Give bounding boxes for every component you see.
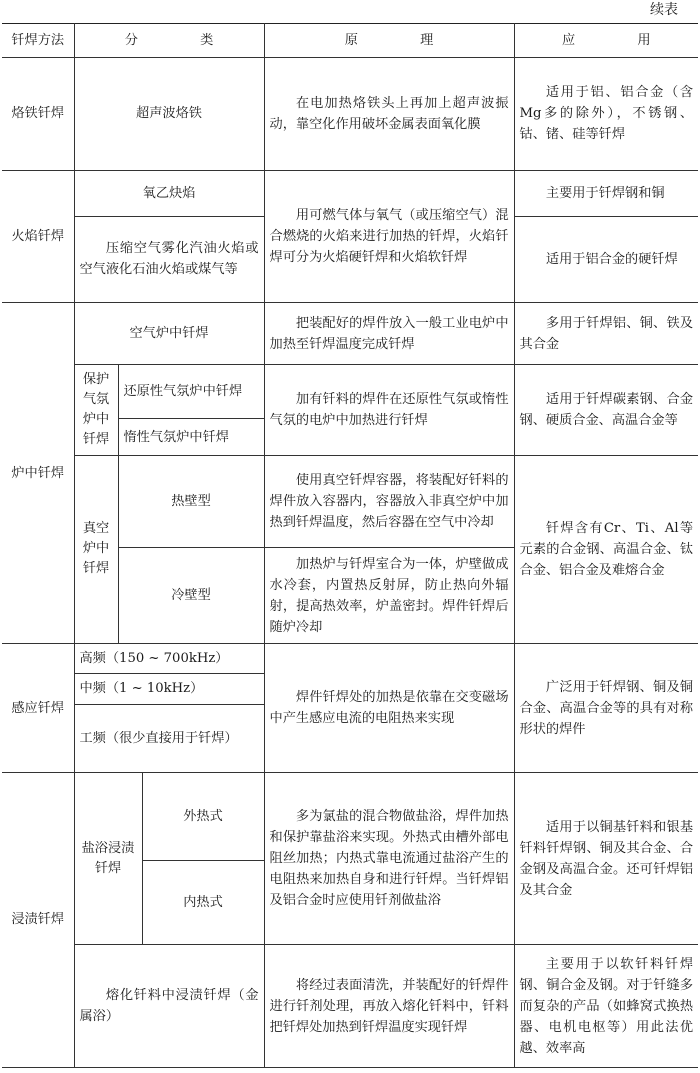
category-reducing-atmosphere: 还原性气氛炉中钎焊 [118, 365, 264, 419]
table-row [2, 945, 698, 1068]
principle-flame: 用可燃气体与氧气（或压缩空气）混合燃烧的火焰来进行加热的钎焊，火焰钎焊可分为火焰硬钎焊和火焰软钎焊 [264, 170, 514, 303]
application-molten-metal-bath: 主要用于以软钎料钎焊钢、铜合金及钢。对于钎缝多而复杂的产品（如蜂窝式换热器、电机电枢等）用此法优越、效率高 [514, 945, 698, 1068]
method-induction: 感应钎焊 [2, 644, 74, 772]
category-inert-atmosphere: 惰性气氛炉中钎焊 [118, 419, 264, 455]
category-oxyacetylene: 氧乙炔焰 [74, 170, 264, 216]
principle-cold-wall: 加热炉与钎焊室合为一体，炉壁做成水冷套，内置热反射屏，防止热向外辐射，提高热效率，炉盖密封。焊件钎焊后随炉冷却 [264, 547, 514, 643]
application-oxyacetylene: 主要用于钎焊钢和铜 [514, 170, 698, 216]
principle-salt-bath: 多为氯盐的混合物做盐浴，焊件加热和保护靠盐浴来实现。外热式由槽外部电阻丝加热；内热式靠电流通过盐浴产生的电阻热来加热自身和进行钎焊。当钎焊铝及铝合金时应使用钎剂做盐浴 [264, 772, 514, 945]
application-protective-atmosphere: 适用于钎焊碳素钢、合金钢、硬质合金、高温合金等 [514, 365, 698, 455]
table-row [2, 58, 698, 170]
brazing-methods-table [2, 23, 698, 1068]
category-hot-wall: 热壁型 [118, 455, 264, 547]
header-category [74, 24, 264, 58]
category-power-frequency: 工频（很少直接用于钎焊） [74, 704, 264, 772]
header-category-text: 分 类 [124, 33, 243, 49]
table-row [2, 644, 698, 674]
application-vacuum-furnace: 钎焊含有Cr、Ti、Al等元素的合金钢、高温合金、钛合金、铝合金及难熔合金 [514, 455, 698, 644]
category-air-furnace: 空气炉中钎焊 [74, 303, 264, 365]
application-air-furnace: 多用于钎焊铝、铜、铁及其合金 [514, 303, 698, 365]
header-application-text: 应 用 [561, 33, 680, 49]
principle-protective-atmosphere: 加有钎料的焊件在还原性气氛或惰性气氛的电炉中加热进行钎焊 [264, 365, 514, 455]
category-cold-wall: 冷壁型 [118, 547, 264, 643]
category-ultrasonic-iron: 超声波烙铁 [74, 58, 264, 170]
category-high-frequency: 高频（150 ~ 700kHz） [74, 644, 264, 674]
table-row [2, 772, 698, 860]
header-row [2, 24, 698, 58]
header-principle [264, 24, 514, 58]
principle-ultrasonic-iron: 在电加热烙铁头上再加上超声波振动，靠空化作用破坏金属表面氧化膜 [264, 58, 514, 170]
header-application [514, 24, 698, 58]
category-external-heating: 外热式 [142, 772, 264, 860]
table-row [2, 303, 698, 365]
method-flame: 火焰钎焊 [2, 170, 74, 303]
category-medium-frequency: 中频（1 ~ 10kHz） [74, 674, 264, 704]
category-internal-heating: 内热式 [142, 861, 264, 945]
method-furnace: 炉中钎焊 [2, 303, 74, 644]
application-ultrasonic-iron: 适用于铝、铝合金（含Mg多的除外），不锈钢、钴、锗、硅等钎焊 [514, 58, 698, 170]
principle-hot-wall: 使用真空钎焊容器，将装配好钎料的焊件放入容器内，容器放入非真空炉中加热到钎焊温度，然后容器在空气中冷却 [264, 455, 514, 547]
table-row [2, 365, 698, 419]
header-principle-text: 原 理 [344, 33, 463, 49]
application-compressed-air-flame: 适用于铝合金的硬钎焊 [514, 216, 698, 302]
category-protective-atmosphere: 保护气氛炉中钎焊 [74, 365, 118, 455]
category-salt-bath: 盐浴浸渍钎焊 [74, 772, 142, 945]
table-row [2, 170, 698, 216]
category-vacuum-furnace: 真空炉中钎焊 [74, 455, 118, 644]
category-molten-metal-bath: 熔化钎料中浸渍钎焊（金属浴） [74, 945, 264, 1068]
method-dip: 浸渍钎焊 [2, 772, 74, 1067]
principle-molten-metal-bath: 将经过表面清洗，并装配好的钎焊件进行钎剂处理，再放入熔化钎料中，钎料把钎焊处加热到钎焊温度实现钎焊 [264, 945, 514, 1068]
principle-air-furnace: 把装配好的焊件放入一般工业电炉中加热至钎焊温度完成钎焊 [264, 303, 514, 365]
application-induction: 广泛用于钎焊钢、铜及铜合金、高温合金等的具有对称形状的焊件 [514, 644, 698, 772]
table-row [2, 455, 698, 547]
category-compressed-air-flame: 压缩空气雾化汽油火焰或空气液化石油火焰或煤气等 [74, 216, 264, 302]
header-method: 钎焊方法 [2, 24, 74, 58]
method-soldering-iron: 烙铁钎焊 [2, 58, 74, 170]
continued-label: 续表 [650, 2, 678, 18]
application-salt-bath: 适用于以铜基钎料和银基钎料钎焊钢、铜及其合金、合金钢及高温合金。还可钎焊铝及其合金 [514, 772, 698, 945]
principle-induction: 焊件钎焊处的加热是依靠在交变磁场中产生感应电流的电阻热来实现 [264, 644, 514, 772]
